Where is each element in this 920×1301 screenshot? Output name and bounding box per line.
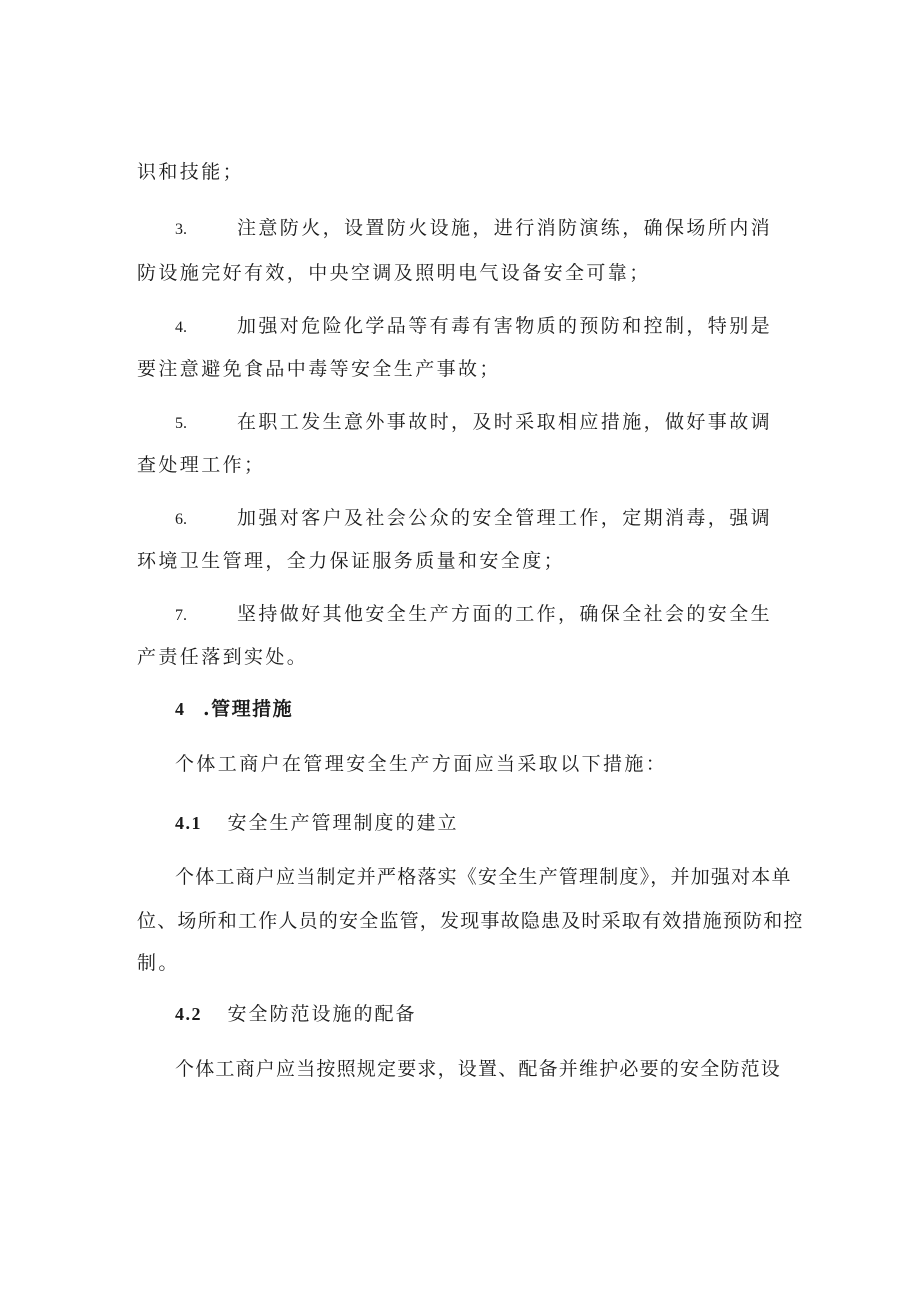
list-item-line: 加强对危险化学品等有毒有害物质的预防和控制，特别是 <box>237 315 773 337</box>
list-item-line: 产责任落到实处。 <box>137 646 309 668</box>
subsection-heading <box>175 1002 417 1026</box>
section-title: .管理措施 <box>203 698 294 720</box>
list-item-line: 坚持做好其他安全生产方面的工作，确保全社会的安全生 <box>237 603 773 625</box>
subsection-title: 安全防范设施的配备 <box>227 1003 417 1025</box>
paragraph-line: 位、场所和工作人员的安全监管，发现事故隐患及时采取有效措施预防和控 <box>137 910 804 932</box>
list-item-number: 7. <box>175 607 187 624</box>
list-item-number: 6. <box>175 511 187 528</box>
paragraph-line: 个体工商户应当制定并严格落实《安全生产管理制度》，并加强对本单 <box>175 866 792 888</box>
subsection-heading <box>175 811 459 835</box>
subsection-title: 安全生产管理制度的建立 <box>227 812 459 834</box>
list-item-number: 4. <box>175 319 187 336</box>
list-item-line: 加强对客户及社会公众的安全管理工作，定期消毒，强调 <box>237 507 773 529</box>
paragraph-line: 个体工商户应当按照规定要求，设置、配备并维护必要的安全防范设 <box>175 1058 782 1080</box>
subsection-number: 4.1 <box>175 813 202 833</box>
list-item-line: 注意防火，设置防火设施，进行消防演练，确保场所内消 <box>237 217 773 239</box>
list-item-line: 防设施完好有效，中央空调及照明电气设备安全可靠； <box>137 262 651 284</box>
list-item-number: 5. <box>175 415 187 432</box>
list-item-line: 环境卫生管理，全力保证服务质量和安全度； <box>137 550 566 572</box>
paragraph-line: 个体工商户在管理安全生产方面应当采取以下措施： <box>175 753 668 775</box>
list-item-number: 3. <box>175 221 187 238</box>
section-heading <box>175 697 293 721</box>
subsection-number: 4.2 <box>175 1004 202 1024</box>
section-number: 4 <box>175 699 186 719</box>
list-item-line: 要注意避免食品中毒等安全生产事故； <box>137 358 501 380</box>
list-item-line: 查处理工作； <box>137 454 266 476</box>
continuation-text: 识和技能； <box>137 161 245 183</box>
paragraph-line: 制。 <box>137 952 180 974</box>
list-item-line: 在职工发生意外事故时，及时采取相应措施，做好事故调 <box>237 411 773 433</box>
